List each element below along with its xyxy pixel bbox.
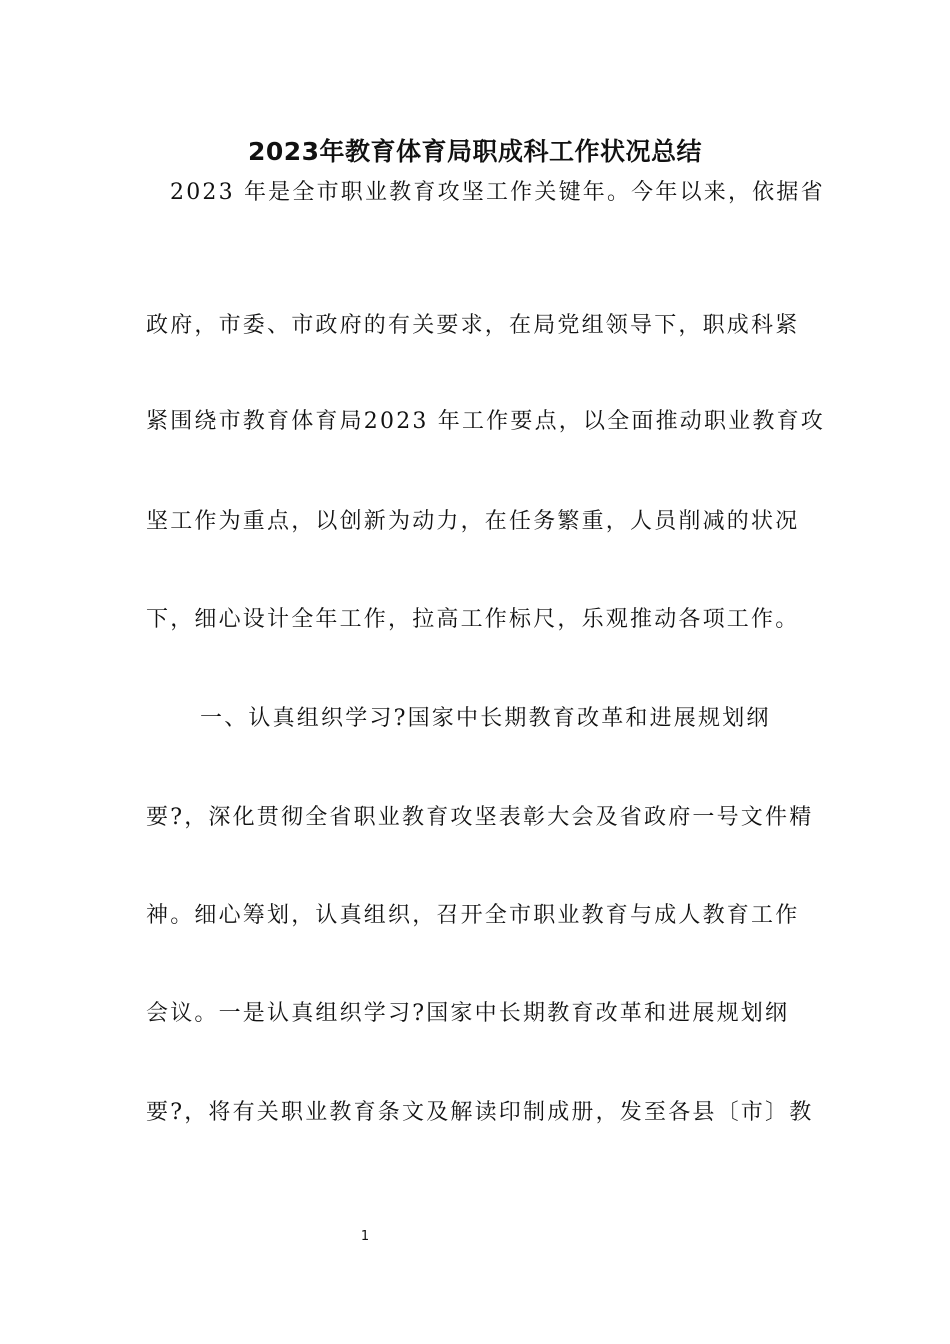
paragraph-line: 政府，市委、市政府的有关要求，在局党组领导下，职成科紧 (146, 313, 800, 338)
page-number: 1 (360, 1229, 370, 1244)
paragraph-line: 要?，将有关职业教育条文及解读印制成册，发至各县〔市〕教 (146, 1100, 814, 1125)
paragraph-line: 一、认真组织学习?国家中长期教育改革和进展规划纲 (200, 706, 771, 731)
paragraph-line: 紧围绕市教育体育局2023 年工作要点，以全面推动职业教育攻 (146, 409, 825, 434)
paragraph-line: 2023 年是全市职业教育攻坚工作关键年。今年以来，依据省 (170, 180, 825, 205)
document-title: 2023年教育体育局职成科工作状况总结 (247, 137, 703, 166)
paragraph-line: 会议。一是认真组织学习?国家中长期教育改革和进展规划纲 (146, 1001, 790, 1026)
paragraph-line: 神。细心筹划，认真组织，召开全市职业教育与成人教育工作 (146, 903, 800, 928)
paragraph-line: 下，细心设计全年工作，拉高工作标尺，乐观推动各项工作。 (146, 607, 800, 632)
paragraph-line: 坚工作为重点，以创新为动力，在任务繁重，人员削减的状况 (146, 509, 800, 534)
paragraph-line: 要?，深化贯彻全省职业教育攻坚表彰大会及省政府一号文件精 (146, 805, 814, 830)
